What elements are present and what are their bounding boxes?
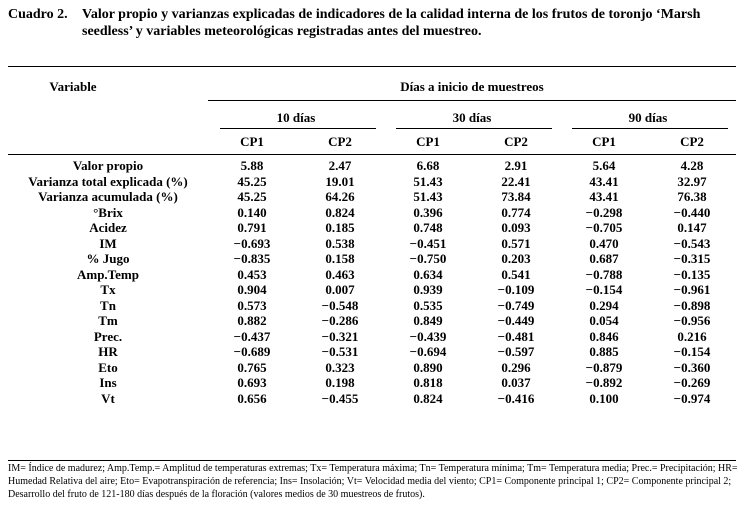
cell-value: 0.939 xyxy=(413,282,443,298)
period-header-30: 30 días xyxy=(452,110,492,125)
caption-line-2: seedless’ y variables meteorológicas registradas antes del muestreo. xyxy=(82,24,482,39)
table-row xyxy=(8,267,736,283)
cell-value: 64.26 xyxy=(325,189,355,205)
cell-value: 32.97 xyxy=(677,173,707,189)
cell-value: −0.597 xyxy=(497,344,535,360)
cell-value: −0.286 xyxy=(321,313,359,329)
bottom-rule xyxy=(8,460,736,461)
cell-value: 0.203 xyxy=(501,251,531,267)
cell-value: 0.140 xyxy=(237,204,267,220)
cell-value: −0.750 xyxy=(409,251,447,267)
cell-value: −0.693 xyxy=(233,235,271,251)
row-label: Vt xyxy=(101,390,115,406)
cell-value: 0.882 xyxy=(237,313,267,329)
cell-value: 73.84 xyxy=(501,189,531,205)
row-label: °Brix xyxy=(93,204,123,220)
table-footnote: IM= Índice de madurez; Amp.Temp.= Amplitud de temperaturas extremas; Tx= Temperatura máxima; Tn= Temperatura mínima; Tm= Temperatura media; Prec.= Precipitación; HR= Humedad Relativa del aire; Eto= Evapotranspiración de referencia; Ins= Insolación; Vt= Velocidad media del viento; CP1= Componente principal 1; CP2= Componente principal 2; Desarrollo del fruto de 121-180 días después de la floración (valores medios de 30 muestreos de frutos). xyxy=(8,463,738,500)
cell-value: −0.835 xyxy=(233,251,271,267)
cell-value: 0.294 xyxy=(589,297,619,313)
cell-value: 43.41 xyxy=(589,189,619,205)
table-row xyxy=(8,205,736,221)
row-label: Valor propio xyxy=(72,158,144,174)
row-label: Acidez xyxy=(89,220,127,236)
table-row xyxy=(8,174,736,190)
cell-value: 0.849 xyxy=(413,313,443,329)
period-rule-90 xyxy=(572,128,728,129)
cell-value: 0.037 xyxy=(501,375,531,391)
period-rule-10 xyxy=(220,128,376,129)
cell-value: 51.43 xyxy=(413,189,443,205)
table-row xyxy=(8,220,736,236)
cell-value: −0.109 xyxy=(497,282,535,298)
row-label: IM xyxy=(99,235,117,251)
cell-value: 0.791 xyxy=(237,220,267,236)
cell-value: 0.216 xyxy=(677,328,707,344)
cell-value: 0.185 xyxy=(325,220,355,236)
table-row xyxy=(8,344,736,360)
cell-value: −0.449 xyxy=(497,313,535,329)
component-header: CP2 xyxy=(504,134,528,149)
cell-value: 0.656 xyxy=(237,390,267,406)
component-header: CP2 xyxy=(328,134,352,149)
cell-value: 0.158 xyxy=(325,251,355,267)
row-label: Eto xyxy=(98,359,118,375)
cell-value: 0.774 xyxy=(501,204,531,220)
period-header-10: 10 días xyxy=(276,110,316,125)
cell-value: −0.705 xyxy=(585,220,623,236)
cell-value: 76.38 xyxy=(677,189,707,205)
cell-value: 22.41 xyxy=(501,173,531,189)
group-header: Días a inicio de muestreos xyxy=(400,79,544,94)
cell-value: −0.974 xyxy=(673,390,711,406)
cell-value: 0.634 xyxy=(413,266,443,282)
row-label: Prec. xyxy=(93,328,123,344)
cell-value: −0.269 xyxy=(673,375,711,391)
cell-value: 0.535 xyxy=(413,297,443,313)
row-label: Tm xyxy=(98,313,118,329)
row-label: Ins xyxy=(99,375,117,391)
cell-value: 19.01 xyxy=(325,173,355,189)
cell-value: −0.315 xyxy=(673,251,711,267)
cell-value: −0.416 xyxy=(497,390,535,406)
table-row xyxy=(8,360,736,376)
table-row xyxy=(8,158,736,174)
table-row xyxy=(8,189,736,205)
cell-value: 0.571 xyxy=(501,235,531,251)
table-row xyxy=(8,282,736,298)
cell-value: 0.323 xyxy=(325,359,355,375)
cell-value: −0.531 xyxy=(321,344,359,360)
variable-header: Variable xyxy=(49,79,97,94)
cell-value: −0.481 xyxy=(497,328,535,344)
top-rule xyxy=(8,66,736,67)
cell-value: 45.25 xyxy=(237,173,267,189)
data-table xyxy=(8,158,736,406)
cell-value: −0.788 xyxy=(585,266,623,282)
cell-value: 0.054 xyxy=(589,313,619,329)
cell-value: 0.470 xyxy=(589,235,619,251)
cell-value: 0.198 xyxy=(325,375,355,391)
cell-value: −0.437 xyxy=(233,328,271,344)
cell-value: 0.824 xyxy=(413,390,443,406)
cell-value: −0.154 xyxy=(585,282,623,298)
cell-value: 43.41 xyxy=(589,173,619,189)
component-header: CP1 xyxy=(416,134,440,149)
cell-value: −0.455 xyxy=(321,390,359,406)
cell-value: −0.440 xyxy=(673,204,711,220)
cell-value: −0.548 xyxy=(321,297,359,313)
cell-value: −0.956 xyxy=(673,313,711,329)
cell-value: −0.360 xyxy=(673,359,711,375)
row-label: Varianza total explicada (%) xyxy=(28,173,188,189)
cell-value: 0.147 xyxy=(677,220,707,236)
cell-value: 5.88 xyxy=(240,158,264,174)
cell-value: 6.68 xyxy=(416,158,440,174)
cell-value: 0.846 xyxy=(589,328,619,344)
cell-value: −0.439 xyxy=(409,328,447,344)
cell-value: 0.824 xyxy=(325,204,355,220)
cell-value: 0.296 xyxy=(501,359,531,375)
row-label: Tx xyxy=(100,282,116,298)
row-label: HR xyxy=(98,344,118,360)
row-label: Tn xyxy=(100,297,116,313)
cell-value: −0.451 xyxy=(409,235,447,251)
cell-value: 0.453 xyxy=(237,266,267,282)
header-rule xyxy=(8,154,736,155)
cell-value: 0.765 xyxy=(237,359,267,375)
cell-value: 2.91 xyxy=(504,158,528,174)
cell-value: −0.898 xyxy=(673,297,711,313)
component-header: CP2 xyxy=(680,134,704,149)
table-row xyxy=(8,313,736,329)
group-rule xyxy=(208,100,736,101)
row-label: Amp.Temp xyxy=(76,266,139,282)
cell-value: 0.100 xyxy=(589,390,619,406)
cell-value: −0.879 xyxy=(585,359,623,375)
cell-value: 0.748 xyxy=(413,220,443,236)
cell-value: 4.28 xyxy=(680,158,704,174)
component-header: CP1 xyxy=(592,134,616,149)
cell-value: −0.892 xyxy=(585,375,623,391)
cell-value: −0.298 xyxy=(585,204,623,220)
cell-value: 0.093 xyxy=(501,220,531,236)
row-label: % Jugo xyxy=(86,251,130,267)
component-header: CP1 xyxy=(240,134,264,149)
table-row xyxy=(8,236,736,252)
cell-value: 45.25 xyxy=(237,189,267,205)
period-rule-30 xyxy=(396,128,552,129)
cell-value: 0.541 xyxy=(501,266,531,282)
period-header-90: 90 días xyxy=(628,110,668,125)
cell-value: −0.694 xyxy=(409,344,447,360)
table-row xyxy=(8,298,736,314)
cell-value: 0.687 xyxy=(589,251,619,267)
cell-value: 0.904 xyxy=(237,282,267,298)
caption-line-1: Valor propio y varianzas explicadas de indicadores de la calidad interna de los frutos de toronjo ‘Marsh xyxy=(82,7,701,22)
cell-value: 0.463 xyxy=(325,266,355,282)
table-row xyxy=(8,251,736,267)
table-row xyxy=(8,391,736,407)
cell-value: −0.321 xyxy=(321,328,359,344)
cell-value: 0.573 xyxy=(237,297,267,313)
table-caption xyxy=(8,6,738,40)
cell-value: −0.749 xyxy=(497,297,535,313)
table-row xyxy=(8,375,736,391)
cell-value: 0.538 xyxy=(325,235,355,251)
caption-label: Cuadro 2. xyxy=(8,7,68,22)
cell-value: 0.890 xyxy=(413,359,443,375)
cell-value: 0.396 xyxy=(413,204,443,220)
table-row xyxy=(8,329,736,345)
cell-value: −0.961 xyxy=(673,282,711,298)
cell-value: −0.689 xyxy=(233,344,271,360)
cell-value: −0.135 xyxy=(673,266,711,282)
cell-value: 5.64 xyxy=(592,158,616,174)
row-label: Varianza acumulada (%) xyxy=(38,189,178,205)
cell-value: 0.818 xyxy=(413,375,443,391)
cell-value: 2.47 xyxy=(328,158,352,174)
cell-value: 51.43 xyxy=(413,173,443,189)
cell-value: 0.007 xyxy=(325,282,355,298)
cell-value: 0.885 xyxy=(589,344,619,360)
cell-value: −0.543 xyxy=(673,235,711,251)
cell-value: −0.154 xyxy=(673,344,711,360)
cell-value: 0.693 xyxy=(237,375,267,391)
